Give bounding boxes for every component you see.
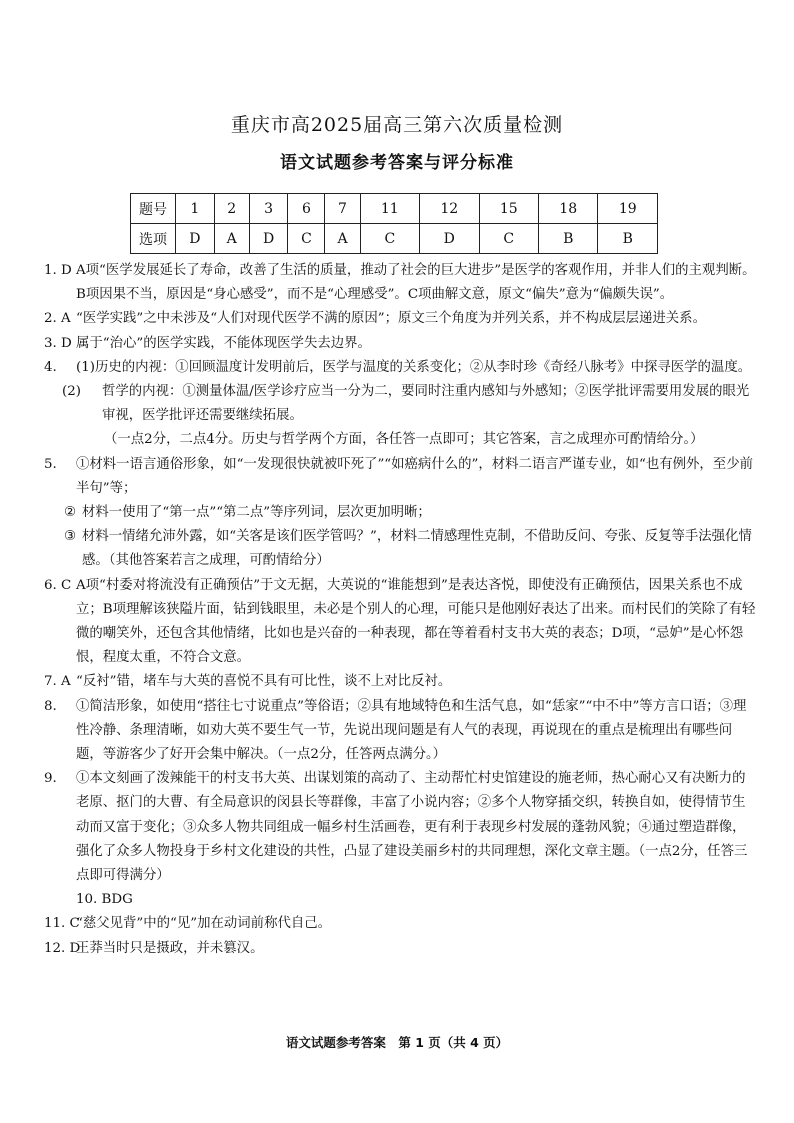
answer-item-4: [44, 356, 756, 380]
answer-table: [130, 193, 658, 254]
answer-item-10: [44, 888, 756, 912]
item-number: 10. BDG: [76, 892, 133, 908]
question-number-cell: 18: [538, 194, 597, 224]
item-text: 材料一情绪允沛外露，如“关客是该们医学管吗？”，材料二情感理性克制，不借助反问、夸张、反复等手法强化情感。（其他答案若言之成理，可酌情给分）: [82, 529, 752, 569]
item-text: “医学实践”之中未涉及“人们对现代医学不满的原因”；原文三个角度为并列关系，并不构成层层递进关系。: [76, 311, 706, 327]
question-number-cell: 11: [360, 194, 419, 224]
item-text: A项“医学发展延长了寿命，改善了生活的质量，推动了社会的巨大进步”是医学的客观作用，并非人们的主观判断。B项因果不当，原因是“身心感受”，而不是“心理感受”。C项曲解文意，原文“偏失”意为“偏颇失误”。: [76, 263, 756, 303]
question-number-cell: 3: [249, 194, 288, 224]
row-label-option: 选项: [131, 224, 176, 254]
answer-cell: C: [360, 224, 419, 254]
answer-cell: D: [420, 224, 479, 254]
row-label-question: 题号: [131, 194, 176, 224]
item-number: 8.: [44, 698, 57, 714]
answer-row: [131, 224, 658, 254]
answer-item-8: [44, 695, 756, 768]
answer-cell: D: [176, 224, 215, 254]
document-title: 重庆市高2025届高三第六次质量检测: [230, 114, 564, 136]
answer-item-4-part-2: [44, 380, 756, 428]
item-text: 属于“治心”的医学实践，不能体现医学失去边界。: [76, 335, 371, 351]
item-number: 7. A: [44, 674, 71, 690]
item-number: 11. C: [44, 916, 80, 932]
document-subtitle: 语文试题参考答案与评分标准: [280, 153, 514, 173]
item-text: A项“村委对将流没有正确预估”于文无据，大英说的“谁能想到”是表达吝悦，即使没有正确预估，因果关系也不成立；B项理解该狭隘片面，钻到钱眼里，未必是个别人的心理，可能只是他刚好表达了出来。而村民们的笑除了有轻微的嘲笑外，还包含其他情绪，比如也是兴奋的一种表现，都在等着看村支书大英的表态；D项，“忌妒”是心怀怨恨，程度太重，不符合文意。: [76, 577, 756, 666]
question-number-cell: 1: [176, 194, 215, 224]
item-number: 12. D: [44, 940, 81, 956]
item-part-number: (1): [76, 359, 95, 375]
question-number-cell: 2: [214, 194, 249, 224]
item-number: 6. C: [44, 577, 72, 593]
question-number-cell: 19: [598, 194, 658, 224]
answer-cell: B: [538, 224, 597, 254]
question-number-cell: 7: [325, 194, 360, 224]
item-point-marker: ①: [76, 456, 90, 472]
answer-item-7: [44, 670, 756, 694]
answer-item-3: [44, 332, 756, 356]
answer-item-2: [44, 307, 756, 331]
item-text: 材料一语言通俗形象，如“一发现很快就被吓死了”“如癌病什么的”，材料二语言严谨专业，如“也有例外，至少前半句”等；: [76, 456, 753, 496]
item-point-marker: ②: [64, 505, 77, 521]
page-footer: 语文试题参考答案 第 1 页（共 4 页）: [285, 1035, 509, 1050]
answer-cell: D: [249, 224, 288, 254]
item-number: 9.: [44, 771, 57, 787]
item-number: 1. D: [44, 263, 72, 278]
answer-cell: C: [479, 224, 538, 254]
scoring-note: （一点2分，二点4分。历史与哲学两个方面，各任答一点即可；其它答案，言之成理亦可酌情给分。）: [104, 432, 704, 448]
answer-cell: A: [214, 224, 249, 254]
answer-item-6: [44, 574, 756, 671]
answer-item-5-point-2: [44, 501, 756, 525]
answer-item-1: [44, 259, 756, 307]
item-text: 历史的内视：①回顾温度计发明前后，医学与温度的关系变化；②从李时珍《奇经八脉考》中探寻医学的温度。: [94, 359, 752, 375]
item-number: 4.: [44, 359, 57, 375]
item-text: ①简洁形象，如使用“搭往七寸说重点”等俗语；②具有地域特色和生活气息，如“恁家”“中不中”等方言口语；③理性冷静、条理清晰，如劝大英不要生气一节，先说出现问题是有人气的表现，再说现在的重点是梳理出有哪些问题，等游客少了好开会集中解决。（一点2分，任答两点满分。）: [76, 698, 747, 763]
answer-item-11: [44, 912, 756, 936]
item-number: 5.: [44, 456, 57, 472]
item-text: 王莽当时只是摄政，并未篡汉。: [76, 940, 264, 956]
item-text: “慈父见背”中的“见”加在动词前称代自己。: [76, 916, 332, 932]
question-number-cell: 6: [288, 194, 325, 224]
answer-explanations: [44, 259, 756, 961]
answer-item-9: [44, 767, 756, 888]
item-number: 2. A: [44, 311, 71, 327]
question-number-cell: 15: [479, 194, 538, 224]
answer-item-5: [44, 453, 756, 501]
item-text: “反衬”错，堵车与大英的喜悦不具有可比性，谈不上对比反衬。: [76, 674, 452, 690]
item-part-number: (2): [62, 384, 81, 400]
item-text: 材料一使用了“第一点”“第二点”等序列词，层次更加明晰；: [82, 505, 431, 521]
item-number: 3. D: [44, 335, 72, 351]
answer-item-12: [44, 937, 756, 961]
answer-item-5-point-3: [44, 525, 756, 573]
answer-cell: A: [325, 224, 360, 254]
item-point-marker: ③: [64, 529, 77, 545]
question-number-row: [131, 194, 658, 224]
answer-cell: C: [288, 224, 325, 254]
item-text: 哲学的内视：①测量体温/医学诊疗应当一分为二，要同时注重内感知与外感知；②医学批评需要用发展的眼光审视，医学批评还需要继续拓展。: [102, 384, 750, 424]
item-text: ①本文刻画了泼辣能干的村支书大英、出谋划策的高动了、主动帮忙村史馆建设的施老师，热心耐心又有决断力的老原、抠门的大曹、有全局意识的闵县长等群像，丰富了小说内容；②多个人物穿插交织，转换自如，使得情节生动而又富于变化；③众多人物共同组成一幅乡村生活画卷，更有利于表现乡村发展的蓬勃风貌；④通过塑造群像，强化了众多人物投身于乡村文化建设的共性，凸显了建设美丽乡村的共同理想，深化文章主题。（一点2分，任答三点即可得满分）: [76, 771, 748, 884]
question-number-cell: 12: [420, 194, 479, 224]
answer-cell: B: [598, 224, 658, 254]
